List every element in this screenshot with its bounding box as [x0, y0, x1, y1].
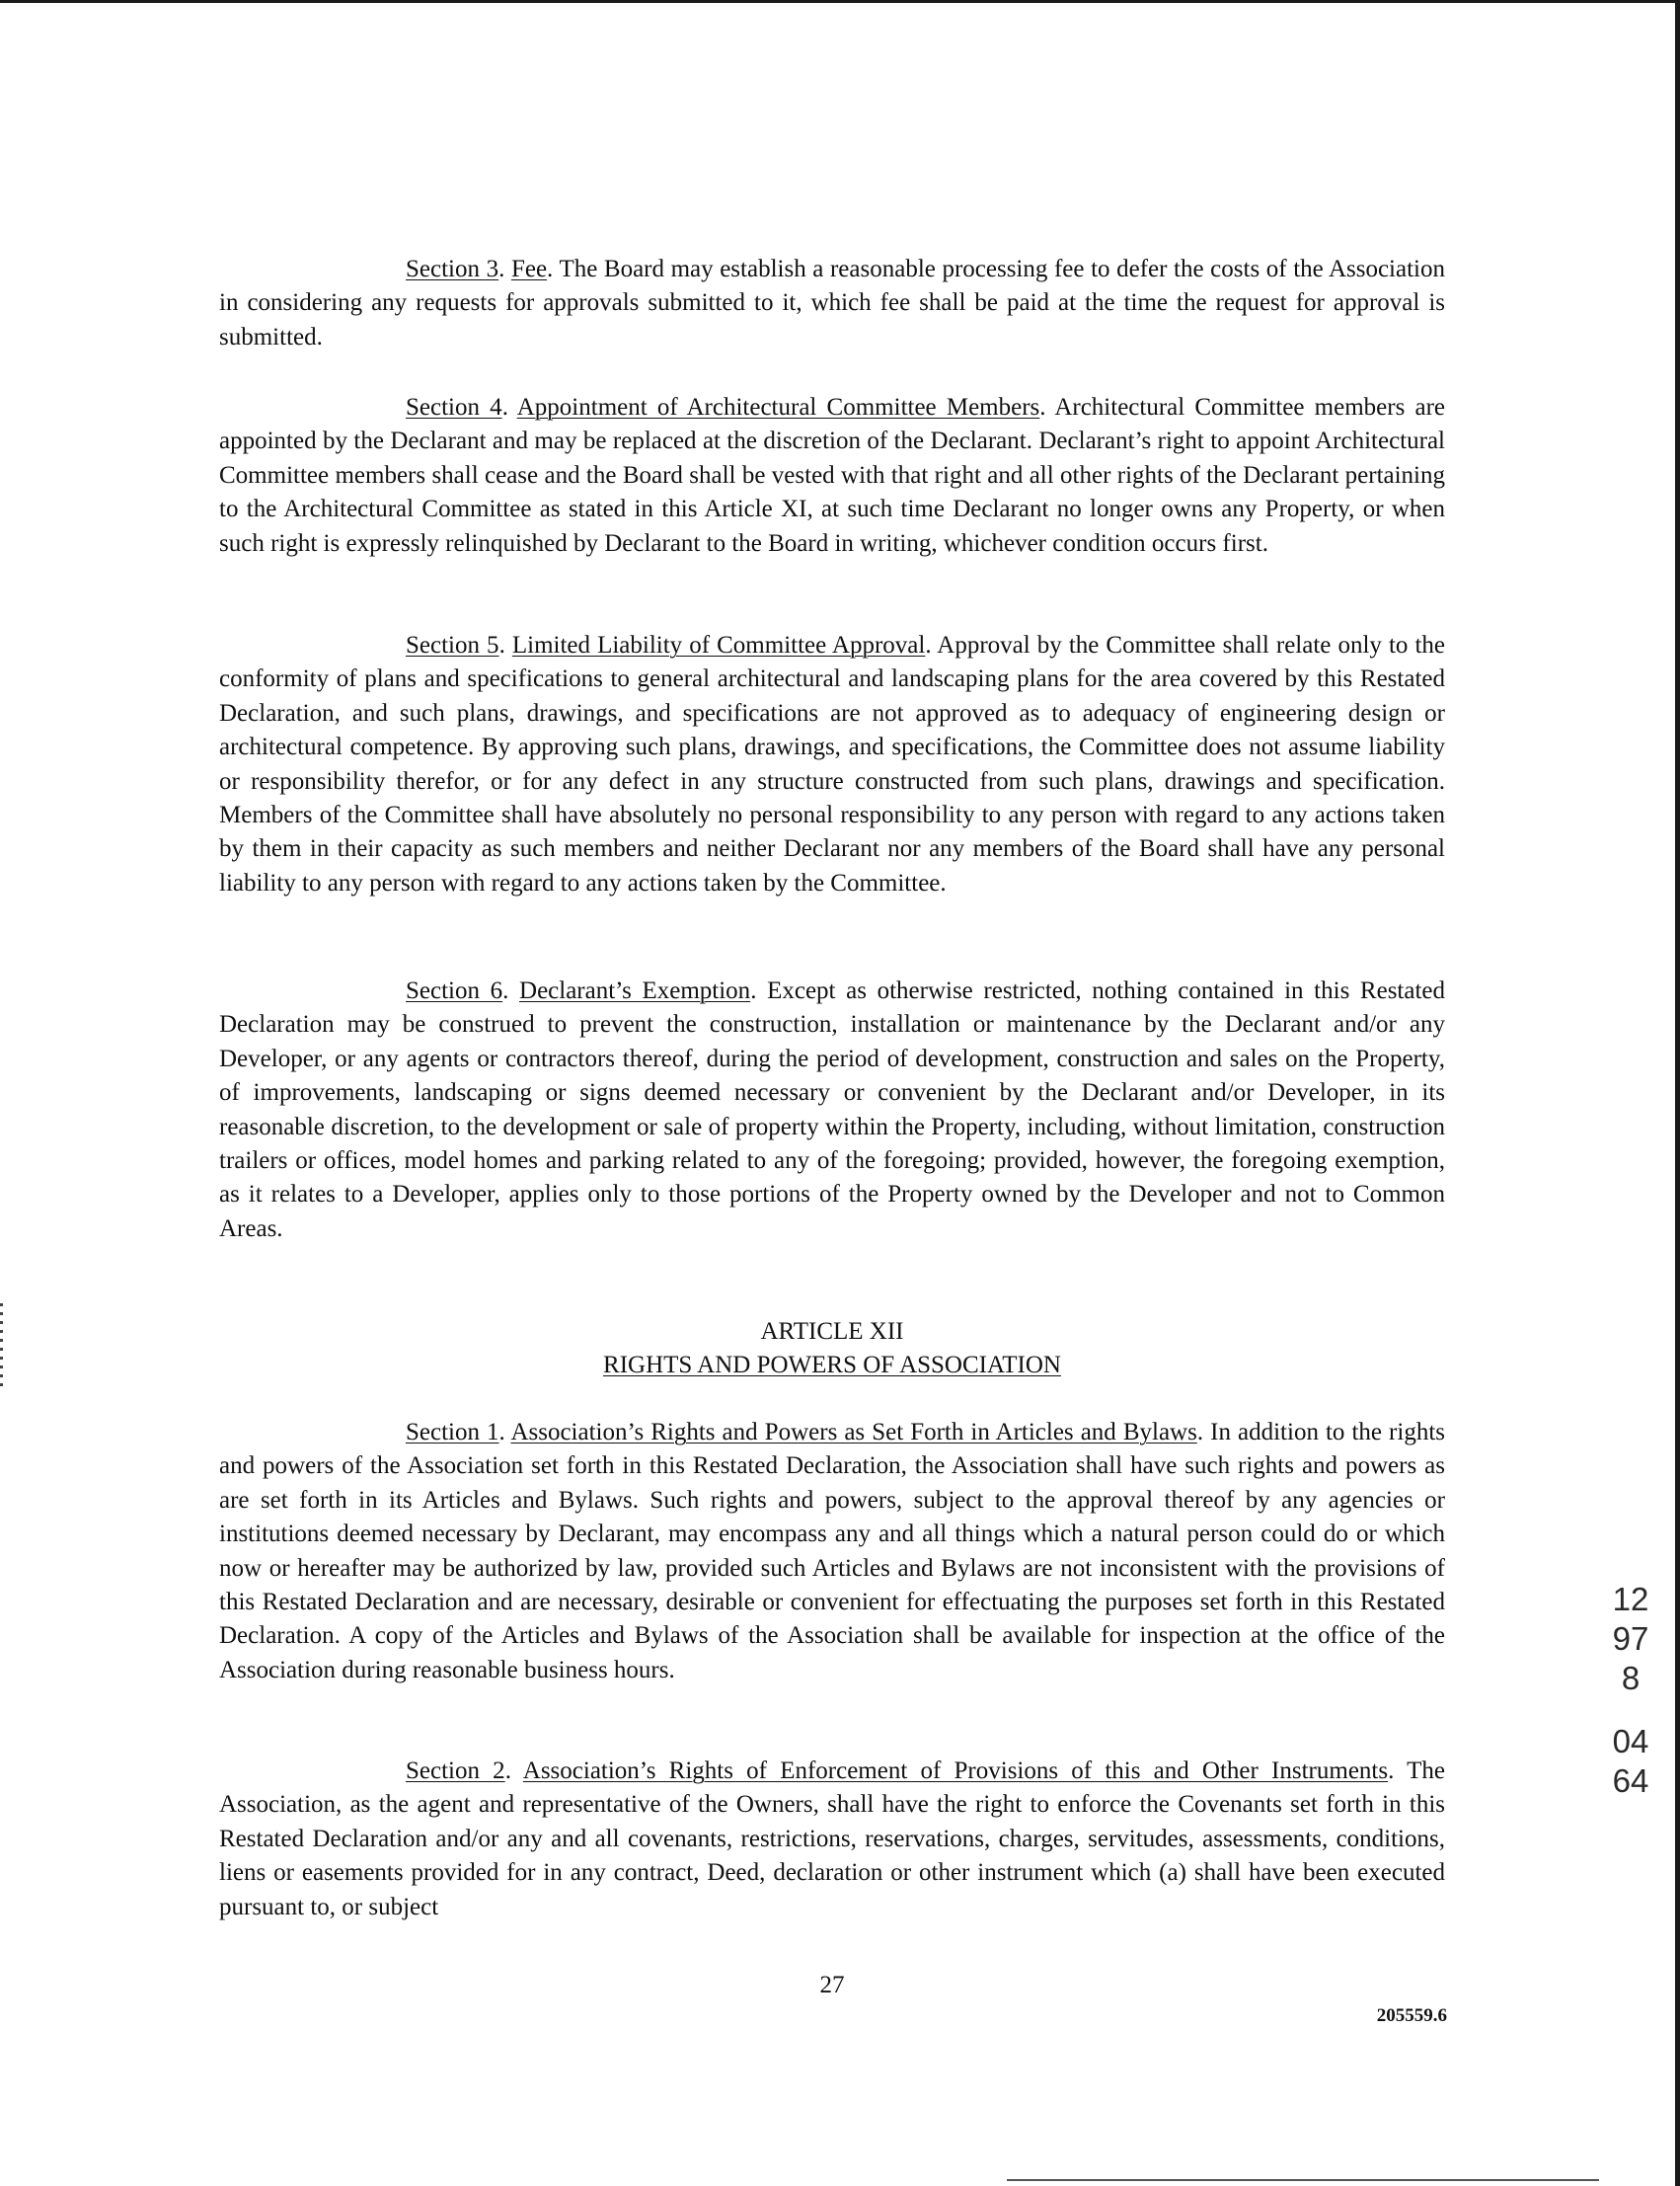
page-number: 27 — [819, 1972, 845, 1998]
article-title — [219, 1349, 1445, 1382]
section-6-text: Except as otherwise restricted, nothing contained in this Restated Declaration may be construed to prevent the construction, installation or maintenance by the Declarant and/or any Developer, or any agents or contractors thereof, during the period of development, construction and sales on the Property, of improvements, landscaping or signs deemed necessary or convenient by the Declarant and/or Developer, in its reasonable discretion, to the development or sale of property within the Property, including, without limitation, construction trailers or offices, model homes and parking related to any of the foregoing; provided, however, the foregoing exemption, as it relates to a Developer, applies only to those portions of the Property owned by the Developer and not to Common Areas. — [219, 977, 1446, 1242]
section-6-label: Section 6 — [406, 977, 503, 1004]
section-3-title: Fee — [510, 256, 548, 282]
article-section-1-text: In addition to the rights and powers of the Association set forth in this Restated Declaration, the Association shall have such rights and powers as are set forth in its Articles and Bylaws. Such rights and powers, subject to the approval thereof by any agencies or institutions deemed necessary by Declarant, may encompass any and all things which a natural person could do or which now or hereafter may be authorized by law, provided such Articles and Bylaws are not inconsistent with the provisions of this Restated Declaration and are necessary, desirable or convenient for effectuating the purposes set forth in this Restated Declaration. A copy of the Articles and Bylaws of the Association shall be available for inspection at the office of the Association during reasonable business hours. — [219, 1419, 1445, 1683]
document-code: 205559.6 — [1376, 2005, 1447, 2026]
section-3-text: The Board may establish a reasonable processing fee to defer the costs of the Association in considering any requests for approvals submitted to it, which fee shall be paid at the time the request for approval is submitted. — [219, 256, 1445, 351]
section-4-title: Appointment of Architectural Committee Members — [516, 394, 1040, 421]
section-4-label: Section 4 — [406, 394, 502, 421]
article-section-1-title: Association’s Rights and Powers as Set Forth in Articles and Bylaws — [510, 1419, 1197, 1445]
article-section-2-label: Section 2 — [406, 1757, 505, 1784]
scan-edge-left-marks — [0, 1303, 3, 1392]
article-number: ARTICLE XII — [760, 1318, 904, 1345]
section-5-paragraph: Section 5. Limited Liability of Committee Approval. Approval by the Committee shall relate only to the conformity of plans and specifications to general architectural and landscaping plans for the area covered by this Restated Declaration, and such plans, drawings, and specifications are not approved as to adequacy of engineering design or architectural competence. By approving such plans, drawings, and specifications, the Committee does not assume liability or responsibility therefor, or for any defect in any structure constructed from such plans, drawings and specification. Members of the Committee shall have absolutely no personal responsibility to any person with regard to any actions taken by them in their capacity as such members and neither Declarant nor any members of the Board shall have any personal liability to any person with regard to any actions taken by the Committee. — [219, 632, 1445, 897]
section-3-label: Section 3 — [406, 256, 499, 282]
scan-edge-right — [1675, 0, 1680, 2186]
article-section-1-paragraph: Section 1. Association’s Rights and Powers as Set Forth in Articles and Bylaws. In addition to the rights and powers of the Association set forth in this Restated Declaration, the Association shall have such rights and powers as are set forth in its Articles and Bylaws. Such rights and powers, subject to the approval thereof by any agencies or institutions deemed necessary by Declarant, may encompass any and all things which a natural person could do or which now or hereafter may be authorized by law, provided such Articles and Bylaws are not inconsistent with the provisions of this Restated Declaration and are necessary, desirable or convenient for effectuating the purposes set forth in this Restated Declaration. A copy of the Articles and Bylaws of the Association shall be available for inspection at the office of the Association during reasonable business hours. — [219, 1419, 1445, 1683]
article-section-2-title: Association’s Rights of Enforcement of Provisions of this and Other Instruments — [522, 1757, 1389, 1784]
section-6-title: Declarant’s Exemption — [519, 977, 751, 1004]
recording-stamp-line-1: 12978 — [1612, 1581, 1649, 1696]
article-title-text: RIGHTS AND POWERS OF ASSOCIATION — [603, 1352, 1061, 1378]
section-4-paragraph: Section 4. Appointment of Architectural Committee Members. Architectural Committee members are appointed by the Declarant and may be replaced at the discretion of the Declarant. Declarant’s right to appoint Architectural Committee members shall cease and the Board shall be vested with that right and all other rights of the Declarant pertaining to the Architectural Committee as stated in this Article XI, at such time Declarant no longer owns any Property, or when such right is expressly relinquished by Declarant to the Board in writing, whichever condition occurs first. — [219, 394, 1446, 557]
section-4-text: Architectural Committee members are appointed by the Declarant and may be replaced at the discretion of the Declarant. Declarant’s right to appoint Architectural Committee members shall cease and the Board shall be vested with that right and all other rights of the Declarant pertaining to the Architectural Committee as stated in this Article XI, at such time Declarant no longer owns any Property, or when such right is expressly relinquished by Declarant to the Board in writing, whichever condition occurs first. — [219, 394, 1446, 557]
recording-stamp-gap — [1611, 1698, 1650, 1722]
section-5-title: Limited Liability of Committee Approval — [511, 632, 926, 659]
section-5-label: Section 5 — [406, 632, 499, 659]
article-section-1-label: Section 1 — [406, 1419, 499, 1445]
scan-edge-bottom — [1007, 2179, 1599, 2181]
recording-stamp-line-2: 0464 — [1612, 1723, 1649, 1799]
article-section-2-paragraph: Section 2. Association’s Rights of Enforcement of Provisions of this and Other Instruments. The Association, as the agent and representative of the Owners, shall have the right to enforce the Covenants set forth in this Restated Declaration and/or any and all covenants, restrictions, reservations, charges, servitudes, assessments, conditions, liens or easements provided for in any contract, Deed, declaration or other instrument which (a) shall have been executed pursuant to, or subject — [219, 1757, 1445, 1920]
section-6-paragraph: Section 6. Declarant’s Exemption. Except as otherwise restricted, nothing contained in this Restated Declaration may be construed to prevent the construction, installation or maintenance by the Declarant and/or any Developer, or any agents or contractors thereof, during the period of development, construction and sales on the Property, of improvements, landscaping or signs deemed necessary or convenient by the Declarant and/or Developer, in its reasonable discretion, to the development or sale of property within the Property, including, without limitation, construction trailers or offices, model homes and parking related to any of the foregoing; provided, however, the foregoing exemption, as it relates to a Developer, applies only to those portions of the Property owned by the Developer and not to Common Areas. — [219, 977, 1446, 1242]
scan-edge-top — [0, 0, 1680, 3]
recording-stamp — [1611, 1580, 1650, 1975]
article-section-2-text: The Association, as the agent and representative of the Owners, shall have the right to enforce the Covenants set forth in this Restated Declaration and/or any and all covenants, restrictions, reservations, charges, servitudes, assessments, conditions, liens or easements provided for in any contract, Deed, declaration or other instrument which (a) shall have been executed pursuant to, or subject — [219, 1757, 1445, 1920]
section-5-text: Approval by the Committee shall relate only to the conformity of plans and specifications to general architectural and landscaping plans for the area covered by this Restated Declaration, and such plans, drawings, and specifications are not approved as to adequacy of engineering design or architectural competence. By approving such plans, drawings, and specifications, the Committee does not assume liability or responsibility therefor, or for any defect in any structure constructed from such plans, drawings and specification. Members of the Committee shall have absolutely no personal responsibility to any person with regard to any actions taken by them in their capacity as such members and neither Declarant nor any members of the Board shall have any personal liability to any person with regard to any actions taken by the Committee. — [219, 632, 1445, 897]
section-3-paragraph: Section 3. Fee. The Board may establish a reasonable processing fee to defer the costs of the Association in considering any requests for approvals submitted to it, which fee shall be paid at the time the request for approval is submitted. — [219, 256, 1445, 351]
